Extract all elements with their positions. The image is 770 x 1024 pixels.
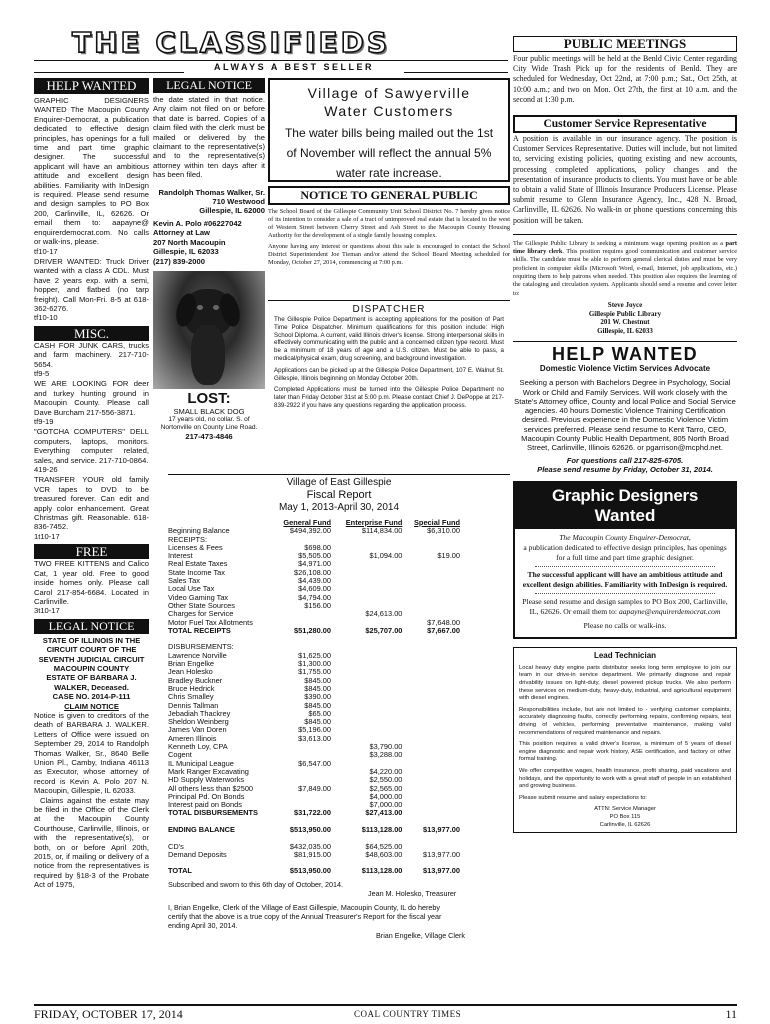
table-cell-label: Licenses & Fees [168, 542, 223, 552]
sawyerville-ad [268, 78, 510, 182]
signer-address-2: Gillespie, IL 62000 [199, 206, 265, 216]
library-contact-2: Gillespie Public Library [588, 309, 662, 318]
free-ad: TWO FREE KITTENS and Calico Cat, 1 year old. Free to good inside homes only. Please call Carol 217-854-6684. Located in Carlinville. [34, 559, 149, 606]
table-cell-label: IL Municipal League [168, 758, 234, 768]
masthead-subtitle: ALWAYS A BEST SELLER [184, 61, 404, 73]
table-cell-label: State Income Tax [168, 567, 225, 577]
table-cell-value: $513,950.00 [289, 824, 331, 834]
table-cell-value [402, 569, 460, 577]
table-cell-value [402, 643, 460, 651]
table-cell-label: Kenneth Loy, CPA [168, 742, 228, 752]
table-cell-value [402, 793, 460, 801]
table-cell-value: $1,094.00 [369, 551, 403, 561]
graphic-designers-ad: GRAPHIC DESIGNERS WANTED The Macoupin County Enquirer-Democrat, a publication dedicated to effective design principles, has openings for a full time and part time graphic designer. The successful applicant will have an ambitious attitude and excellent design abilities. Familiarity with InDesign is required. Please send resume and design samples to PO Box 200, Carlinville, IL, 62626. Or email them to: aapayne@ enquirerdemocrat.com. No calls or walk-ins, please. [34, 96, 149, 247]
lead-tech-addr-3: Carlinville, IL 62626 [599, 821, 651, 828]
lost-line-1: SMALL BLACK DOG [173, 406, 245, 416]
attorney-role: Attorney at Law [153, 228, 210, 238]
footer-page-number: 11 [725, 1007, 737, 1021]
driver-ad: DRIVER WANTED: Truck Driver wanted with a class A CDL. Must have 2 years exp. with a semi, hopper, and flatbed (no tarp freight). Call Mon-Fri. 8-5 at 618-362-6276. [34, 256, 149, 313]
dispatcher-ad [268, 300, 510, 460]
list-item: "GOTCHA COMPUTERS" DELL computers, laptops, monitors. Everything computer related, sales, and service. 217-710-0864. [34, 427, 149, 465]
table-cell-value: $6,547.00 [298, 758, 331, 768]
table-cell-label: Dennis Tallman [168, 700, 219, 710]
table-cell-value [402, 743, 460, 751]
list-item-code: 419-26 [34, 465, 58, 475]
fiscal-sworn: Subscribed and sworn to this 6th day of October, 2014. [168, 879, 344, 889]
library-body-pre: The Gillespie Public Library is seeking a minimum wage opening position as a [513, 239, 726, 247]
table-cell-value: $845.00 [304, 683, 331, 693]
notice-public-p2: Anyone having any interest or questions about this sale is encouraged to contact the School District Superintendent Joe Tieman and/or attend the School Board Meeting scheduled for Monday, October 27, 2014, commencing at 7:00 p.m. [268, 243, 510, 266]
lost-line-2: 17 years old, no collar. S. of Nortonville on County Line Road. [160, 416, 258, 432]
table-cell-label: James Van Doren [168, 725, 227, 735]
masthead [34, 26, 508, 76]
table-cell-label: Motor Fuel Tax Allotments [168, 617, 253, 627]
table-cell-value: $25,707.00 [365, 625, 403, 635]
list-item-code: 1t10-17 [34, 531, 60, 541]
csr-title: Customer Service Representative [513, 115, 737, 133]
table-cell-value [331, 652, 402, 660]
help-wanted-right [513, 341, 737, 475]
sawyerville-title-1: Village of Sawyerville [307, 85, 471, 101]
table-cell-label: Video Gaming Tax [168, 592, 229, 602]
lead-tech-ad [513, 647, 737, 833]
table-cell-value: $4,971.00 [298, 559, 331, 569]
table-row [168, 809, 460, 817]
dispatcher-p3: Completed Applications must be turned into the Gillespie Police Department no later than Friday October 31st at 5:00 p.m. Please contact Chief J. DePoppe at 217-839-2922 if you have any questions regarding the application process. [274, 386, 504, 409]
table-cell-label: Charges for Service [168, 609, 234, 619]
column-right [513, 36, 737, 1006]
masthead-subtitle-bar [34, 60, 508, 73]
table-cell-value [331, 702, 402, 710]
claim-notice-heading: CLAIM NOTICE [64, 701, 119, 711]
table-cell-value [331, 726, 402, 734]
graphic-ad-p1: a publication dedicated to effective design principles, has openings for a full time and part time graphic designer. [523, 542, 727, 562]
fiscal-table [168, 519, 460, 876]
court-heading: STATE OF ILLINOIS IN THE CIRCUIT COURT OF THE SEVENTH JUDICIAL CIRCUIT MACOUPIN COUNTY [38, 635, 145, 673]
table-cell-value: $65.00 [308, 708, 331, 718]
estate-heading: ESTATE OF BARBARA J. WALKER, Deceased. [46, 673, 137, 692]
hw-right-body: Seeking a person with Bachelors Degree in Psychology, Social Work or Child and Family Services. Will work closely with the State's Attorney office, County and local Police and Social Service agencies. 40 hours Domestic Violence Training Certification desired. Previous experience in the Domestic Violence Victim services preferred. Please send resume to Kent Tarro, CEO, Macoupin County Public Health Department, 805 North Broad Street, Carlinville, Illinois 62626. or pgarrison@mcphd.net. [514, 378, 736, 453]
table-cell-value [331, 569, 402, 577]
table-row [168, 867, 460, 875]
table-cell-value [402, 702, 460, 710]
lost-phone: 217-473-4846 [185, 432, 233, 442]
lead-tech-p1: Local heavy duty engine parts distributor seeks long term employee to join our team in our drive-in service department. We primarily diagnose and repair drivability issues on light-duty, diesel powered pickup trucks. We also perform these services on medium-duty, heavy-duty, industrial, and agricultural equipment with diesel engines. [519, 664, 731, 702]
dispatcher-title: DISPATCHER [352, 304, 426, 315]
table-cell-value: $114,834.00 [361, 526, 403, 536]
public-meetings-title: PUBLIC MEETINGS [513, 36, 737, 52]
table-cell-value: $1,755.00 [298, 667, 331, 677]
case-number: CASE NO. 2014-P-111 [52, 692, 131, 702]
table-cell-value [402, 726, 460, 734]
table-row [168, 851, 460, 859]
table-cell-value [331, 693, 402, 701]
library-body-bold: part time library clerk [513, 239, 737, 256]
table-cell-value [264, 743, 331, 751]
lead-tech-addr-2: PO Box 115 [609, 813, 641, 820]
table-cell-value [402, 635, 460, 643]
lead-tech-p4: We offer competitive wages, health insurance, profit sharing, paid vacations and holidays, and the opportunity to work with a great staff of people in an established and growing business. [519, 767, 731, 790]
table-cell-label: TOTAL DISBURSEMENTS [168, 808, 258, 818]
table-cell-value: $494,392.00 [289, 526, 331, 536]
graphic-ad-title-2: Wanted [594, 505, 656, 525]
lead-tech-title: Lead Technician [593, 650, 657, 660]
table-cell-value [402, 710, 460, 718]
lost-ad [153, 391, 265, 442]
misc-list [34, 341, 149, 542]
legal-notice-body: the date stated in that notice. Any claim not filed on or before that date is barred. Copies of a claim filed with the clerk must be mailed or delivered by the claimant to the representative(s) and to the representative(s) attorney within ten days after it has been filed. [153, 95, 265, 180]
table-cell-value [402, 677, 460, 685]
table-cell-value [402, 594, 460, 602]
table-cell-value [402, 685, 460, 693]
graphic-ad-p3 [521, 597, 729, 617]
column-legal [153, 78, 265, 468]
table-cell-label: CD's [168, 841, 184, 851]
table-cell-label: Other State Sources [168, 600, 235, 610]
hw-right-deadline: Please send resume by Friday, October 31, 2014. [537, 465, 713, 475]
table-row [168, 527, 460, 535]
footer [34, 1004, 737, 1022]
free-header: FREE [34, 544, 149, 559]
table-cell-value: $1,625.00 [298, 650, 331, 660]
hw-right-subtitle: Domestic Violence Victim Services Advocate [539, 364, 711, 374]
col-general: General Fund [283, 518, 331, 527]
table-cell-label: Bradley Buckner [168, 675, 223, 685]
list-item: WE ARE LOOKING FOR deer and turkey hunting ground in Macoupin County. Please call Dave Burcham 217-556-3871. [34, 379, 149, 417]
table-cell-value [402, 536, 460, 544]
table-cell-value: $7,849.00 [298, 783, 331, 793]
legal-notice-header: LEGAL NOTICE [34, 619, 149, 634]
table-cell-value [402, 735, 460, 743]
table-cell-value [402, 785, 460, 793]
fiscal-sworn-sign: Jean M. Holesko, Treasurer [368, 889, 457, 899]
masthead-title: THE CLASSIFIEDS [71, 26, 391, 59]
lead-tech-addr-1: ATTN: Service Manager [594, 806, 656, 813]
notice-public-title: NOTICE TO GENERAL PUBLIC [268, 186, 510, 205]
table-cell-label: Local Use Tax [168, 584, 215, 594]
table-cell-label: TOTAL RECEIPTS [168, 625, 231, 635]
table-cell-value [402, 668, 460, 676]
column-left [34, 78, 149, 1008]
table-cell-value: $845.00 [304, 700, 331, 710]
table-cell-value [402, 751, 460, 759]
table-cell-value [331, 643, 402, 651]
table-cell-label: All others less than $2500 [168, 783, 254, 793]
table-cell-value: $48,603.00 [365, 849, 403, 859]
table-cell-label: Cogent [168, 750, 192, 760]
free-code: 3t10-17 [34, 606, 60, 616]
table-cell-value: $7,648.00 [427, 617, 460, 627]
library-body [513, 240, 737, 298]
lost-dog-photo [153, 271, 265, 389]
col-special: Special Fund [414, 518, 460, 527]
library-contact-3: 201 W. Chestnut [600, 318, 650, 327]
table-cell-label: Jean Holesko [168, 667, 213, 677]
attorney-address-2: Gillespie, IL 62033 [153, 247, 219, 257]
table-cell-value: $2,565.00 [369, 783, 403, 793]
lead-tech-p3: This position requires a valid driver's license, a minimum of 5 years of diesel engine diagnostic and repair work history, ASE certification, and factory or other formal training. [519, 741, 731, 763]
table-cell-value [402, 834, 460, 842]
table-cell-value [402, 560, 460, 568]
attorney-name: Kevin A. Polo #06227042 [153, 218, 242, 228]
table-cell-label: Bruce Hedrick [168, 683, 215, 693]
table-cell-value: $24,613.00 [365, 609, 403, 619]
list-item-code: tf9-19 [34, 417, 54, 426]
sawyerville-title-2: Water Customers [324, 103, 454, 119]
dispatcher-p2: Applications can be picked up at the Gillespie Police Department, 107 E. Walnut St. Gillespie, Illinois beginning on Monday October 20th. [274, 366, 504, 382]
table-cell-value: $4,439.00 [298, 576, 331, 586]
library-contact-1: Steve Joyce [607, 300, 643, 309]
library-ad [513, 234, 737, 335]
table-cell-label: Beginning Balance [168, 526, 230, 536]
fiscal-cert: I, Brian Engelke, Clerk of the Village of East Gillespie, Macoupin County, IL do hereby certify that the above is a true copy of the Annual Treasurer's Report for the fiscal year ending April 30, 2014. [168, 902, 442, 931]
table-cell-value: $845.00 [304, 675, 331, 685]
public-meetings-body: Four public meetings will be held at the Benld Civic Center regarding City Wide Trash Pick up for the residents of Benld. They are scheduled for Wednesday, Oct 22nd, at 7:00 p.m.; Sat., Oct 25th, at 10:00 a.m.; and two on Mon. Oct 27th, the first at 10 a.m. and the second at 1:30 p.m. [513, 54, 737, 104]
table-cell-value [331, 635, 402, 643]
table-row [168, 826, 460, 834]
table-cell-value [402, 809, 460, 817]
legal-notice-header-2: LEGAL NOTICE [153, 78, 265, 93]
table-cell-label: Chris Smalley [168, 692, 214, 702]
table-cell-value: $6,310.00 [427, 526, 460, 536]
table-cell-value: $513,950.00 [289, 866, 331, 876]
table-cell-value: $3,288.00 [369, 750, 403, 760]
fiscal-report [168, 474, 510, 1004]
table-cell-value [402, 660, 460, 668]
list-item: TRANSFER YOUR old family VCR tapes to DVD to be treasured forever. Can edit and apply color enhancement. Great Christmas gift. Reasonable. 618-836-7452. [34, 475, 149, 532]
table-cell-value: $156.00 [304, 600, 331, 610]
table-cell-value [402, 760, 460, 768]
table-cell-value: $27,413.00 [365, 808, 403, 818]
table-cell-value: $81,915.00 [294, 849, 331, 859]
table-cell-label: Ameren Illinois [168, 733, 217, 743]
table-cell-value: $5,196.00 [298, 725, 331, 735]
table-cell-value [402, 585, 460, 593]
graphic-ad-email: aapayne@enquirerdemocrat.com [618, 606, 721, 616]
driver-code: tf10-10 [34, 313, 58, 323]
table-cell-label: Sales Tax [168, 576, 200, 586]
lead-tech-p5: Please submit resume and salary expectations to: [519, 794, 647, 801]
hw-right-title: HELP WANTED [551, 344, 699, 365]
lead-tech-p2: Responsibilities include, but are not limited to - verifying customer complaints, accurately diagnosing faults, correctly performing repairs, confirming repairs, test driving of vehicles, performing preventative maintenance, making valid recommendations of required maintenance and repairs. [519, 706, 731, 736]
table-cell-label: Mark Ranger Excavating [168, 766, 249, 776]
table-cell-value [331, 560, 402, 568]
table-cell-value [402, 577, 460, 585]
table-cell-value [402, 768, 460, 776]
table-cell-label: TOTAL [168, 866, 192, 876]
table-cell-label: ENDING BALANCE [168, 824, 235, 834]
graphic-ad-title-1: Graphic Designers [551, 485, 699, 505]
table-cell-value: $2,550.00 [369, 775, 403, 785]
table-cell-label: DISBURSEMENTS: [168, 642, 234, 652]
table-cell-value [331, 718, 402, 726]
fiscal-title-3: May 1, 2013-April 30, 2014 [278, 502, 400, 513]
table-cell-label: Principal Pd. On Bonds [168, 791, 245, 801]
table-cell-value [331, 594, 402, 602]
notice-public-p1: The School Board of the Gillespie Community Unit School District No. 7 hereby gives notice of its intention to consider a sale of a tract of unimproved real estate that is located to the west of Western Street between Cherry Street and Ash Street to the Macoupin County Housing Authority for the development of a single family housing complex. [268, 208, 510, 239]
table-cell-value: $5,505.00 [298, 551, 331, 561]
table-cell-value: $113,128.00 [361, 824, 403, 834]
table-cell-value [264, 635, 331, 643]
col-enterprise: Enterprise Fund [345, 518, 403, 527]
table-cell-value [402, 776, 460, 784]
table-cell-value [331, 585, 402, 593]
table-cell-value: $3,790.00 [369, 742, 403, 752]
table-cell-value [331, 668, 402, 676]
graphic-ad-pub: The Macoupin County Enquirer-Democrat, [559, 532, 691, 542]
table-cell-value [331, 536, 402, 544]
table-cell-value: $390.00 [304, 692, 331, 702]
misc-header: MISC. [34, 326, 149, 341]
fiscal-title-2: Fiscal Report [306, 489, 372, 501]
table-cell-value: $3,613.00 [298, 733, 331, 743]
csr-body: A position is available in our insurance agency. The position is Customer Services Representative. Duties will include, but not limited to, servicing existing policies, quoting existing and new accounts, processing completed applications, policy changes and the presentation of insurance products to clients. You must have or be able to obtain a valid State of Illinois Insurance Producers License. Please submit resume to Glenn Insurance Agency, Inc., 428 N. Broad, Carlinville, IL 62626. No walk-in or phone questions concerning this position will be taken. [513, 134, 737, 225]
list-item: CASH FOR JUNK CARS, trucks and farm machinery. 217-710-5654. [34, 340, 149, 369]
table-cell-label: Interest [168, 551, 193, 561]
signer-name: Randolph Thomas Walker, Sr. [158, 187, 265, 197]
table-cell-value [331, 677, 402, 685]
help-wanted-header: HELP WANTED [34, 78, 149, 94]
table-cell-value [331, 660, 402, 668]
library-contact-4: Gillespie, IL 62033 [597, 326, 653, 335]
table-cell-value [264, 610, 331, 618]
graphic-ad-banner [515, 483, 735, 529]
table-cell-label: Demand Deposits [168, 849, 227, 859]
hw-right-info: For questions call 217-825-6705. [566, 455, 684, 465]
library-body-post: . This position requires good communication and customer service skills. The candidate must be able to perform general clerical duties and must be very proficient in computer skills (Microsoft Word, e-mail, Internet, job applications, etc.) requiring them to help patrons when needed. This position also requires the learning of the cataloging and circulation system. Applicants should send a resume and cover letter to: [513, 248, 737, 297]
table-cell-value [264, 768, 331, 776]
sawyerville-body: The water bills being mailed out the 1st of November will reflect the annual 5% water rate increase. [284, 126, 494, 180]
footer-date: FRIDAY, OCTOBER 17, 2014 [34, 1007, 183, 1021]
table-cell-label: Brian Engelke [168, 659, 215, 669]
fiscal-cert-sign: Brian Engelke, Village Clerk [376, 930, 465, 940]
graphic-ad-p4: Please no calls or walk-ins. [583, 620, 667, 630]
fiscal-title-1: Village of East Gillespie [286, 477, 392, 488]
table-cell-value: $4,609.00 [298, 584, 331, 594]
table-cell-label: HD Supply Waterworks [168, 775, 245, 785]
dispatcher-p1: The Gillespie Police Department is accepting applications for the position of Part Time Police Dispatcher. Minimum qualifications for this position include: High School Diploma. A current, valid Illinois driver's license. Strong interpersonal skills in effectively communicating with the public and a concerned citizen type record. Must be a minimum of 18 years of age and a U.S. citizen. Must be able to pass, a medical/physical exam, drug screening, and background investigation. [274, 316, 504, 362]
table-cell-value: $845.00 [304, 717, 331, 727]
table-cell-label: Interest paid on Bonds [168, 800, 242, 810]
notice-public [268, 186, 510, 286]
table-cell-value: $7,667.00 [427, 625, 460, 635]
table-cell-value: $64,525.00 [365, 841, 403, 851]
table-cell-value: $13,977.00 [423, 824, 460, 834]
footer-paper: COAL COUNTRY TIMES [354, 1009, 462, 1019]
graphic-ad-p3-text: Please send resume and design samples to PO Box 200, Carlinville, IL, 62626. Or email them to: [522, 596, 728, 616]
table-cell-value: $4,794.00 [298, 592, 331, 602]
table-cell-value [402, 718, 460, 726]
table-cell-value: $13,977.00 [423, 849, 460, 859]
table-cell-value: $26,108.00 [294, 567, 331, 577]
graphic-designers-display-ad [513, 481, 737, 639]
table-cell-value [331, 685, 402, 693]
table-cell-value [331, 577, 402, 585]
table-cell-value: $19.00 [437, 551, 460, 561]
table-cell-value: $13,977.00 [423, 866, 460, 876]
table-cell-value: $31,722.00 [294, 808, 331, 818]
table-cell-value: $7,000.00 [369, 800, 403, 810]
table-cell-value [402, 652, 460, 660]
table-cell-value [264, 793, 331, 801]
table-row [168, 627, 460, 635]
table-cell-label: Real Estate Taxes [168, 559, 228, 569]
table-cell-value [402, 602, 460, 610]
attorney-phone: (217) 839-2000 [153, 256, 205, 266]
table-cell-label: RECEIPTS: [168, 534, 208, 544]
claim-notice-body-2: Claims against the estate may be filed in the Office of the Clerk at the Macoupin County Courthouse, Carlinville, Illinois, or with the representative(s), or both, on or before April 20th, 2015, or, if mailing or delivery of a notice from the representatives is required by §18-3 of the Probate Act of 1975, [34, 795, 149, 890]
table-cell-value: $1,300.00 [298, 659, 331, 669]
graphic-ad-p2: The successful applicant will have an ambitious attitude and excellent design abilities. Familiarity with InDesign is required. [522, 569, 728, 589]
table-cell-value: $4,220.00 [369, 766, 403, 776]
table-cell-value [402, 801, 460, 809]
table-row [168, 743, 460, 751]
signer-address-1: 710 Westwood [212, 197, 265, 207]
attorney-address-1: 207 North Macoupin [153, 237, 226, 247]
table-cell-value [331, 710, 402, 718]
table-cell-value [402, 693, 460, 701]
table-cell-label: Lawrence Norville [168, 650, 227, 660]
table-cell-value: $4,000.00 [369, 791, 403, 801]
table-cell-label: Jebadiah Thackrey [168, 708, 231, 718]
claim-notice-body: Notice is given to creditors of the death of BARBARA J. WALKER. Letters of Office were issued on September 29, 2014 to Randolph Thomas Walker, Sr., 8640 Belle Union Pl., Camby, Indiana 46113 as Executor, whose attorney of record is Kevin A. Polo 207 N. Macoupin, Gillespie, IL 62033. [34, 710, 149, 796]
table-cell-value: $432,035.00 [289, 841, 331, 851]
table-cell-label: Sheldon Weinberg [168, 717, 229, 727]
lost-title: LOST: [187, 389, 231, 407]
list-item-code: tf9-5 [34, 368, 50, 378]
graphic-designers-code: tf10-17 [34, 246, 58, 256]
table-cell-value: $51,280.00 [294, 625, 331, 635]
table-cell-value: $113,128.00 [361, 866, 403, 876]
table-cell-value: $698.00 [304, 542, 331, 552]
